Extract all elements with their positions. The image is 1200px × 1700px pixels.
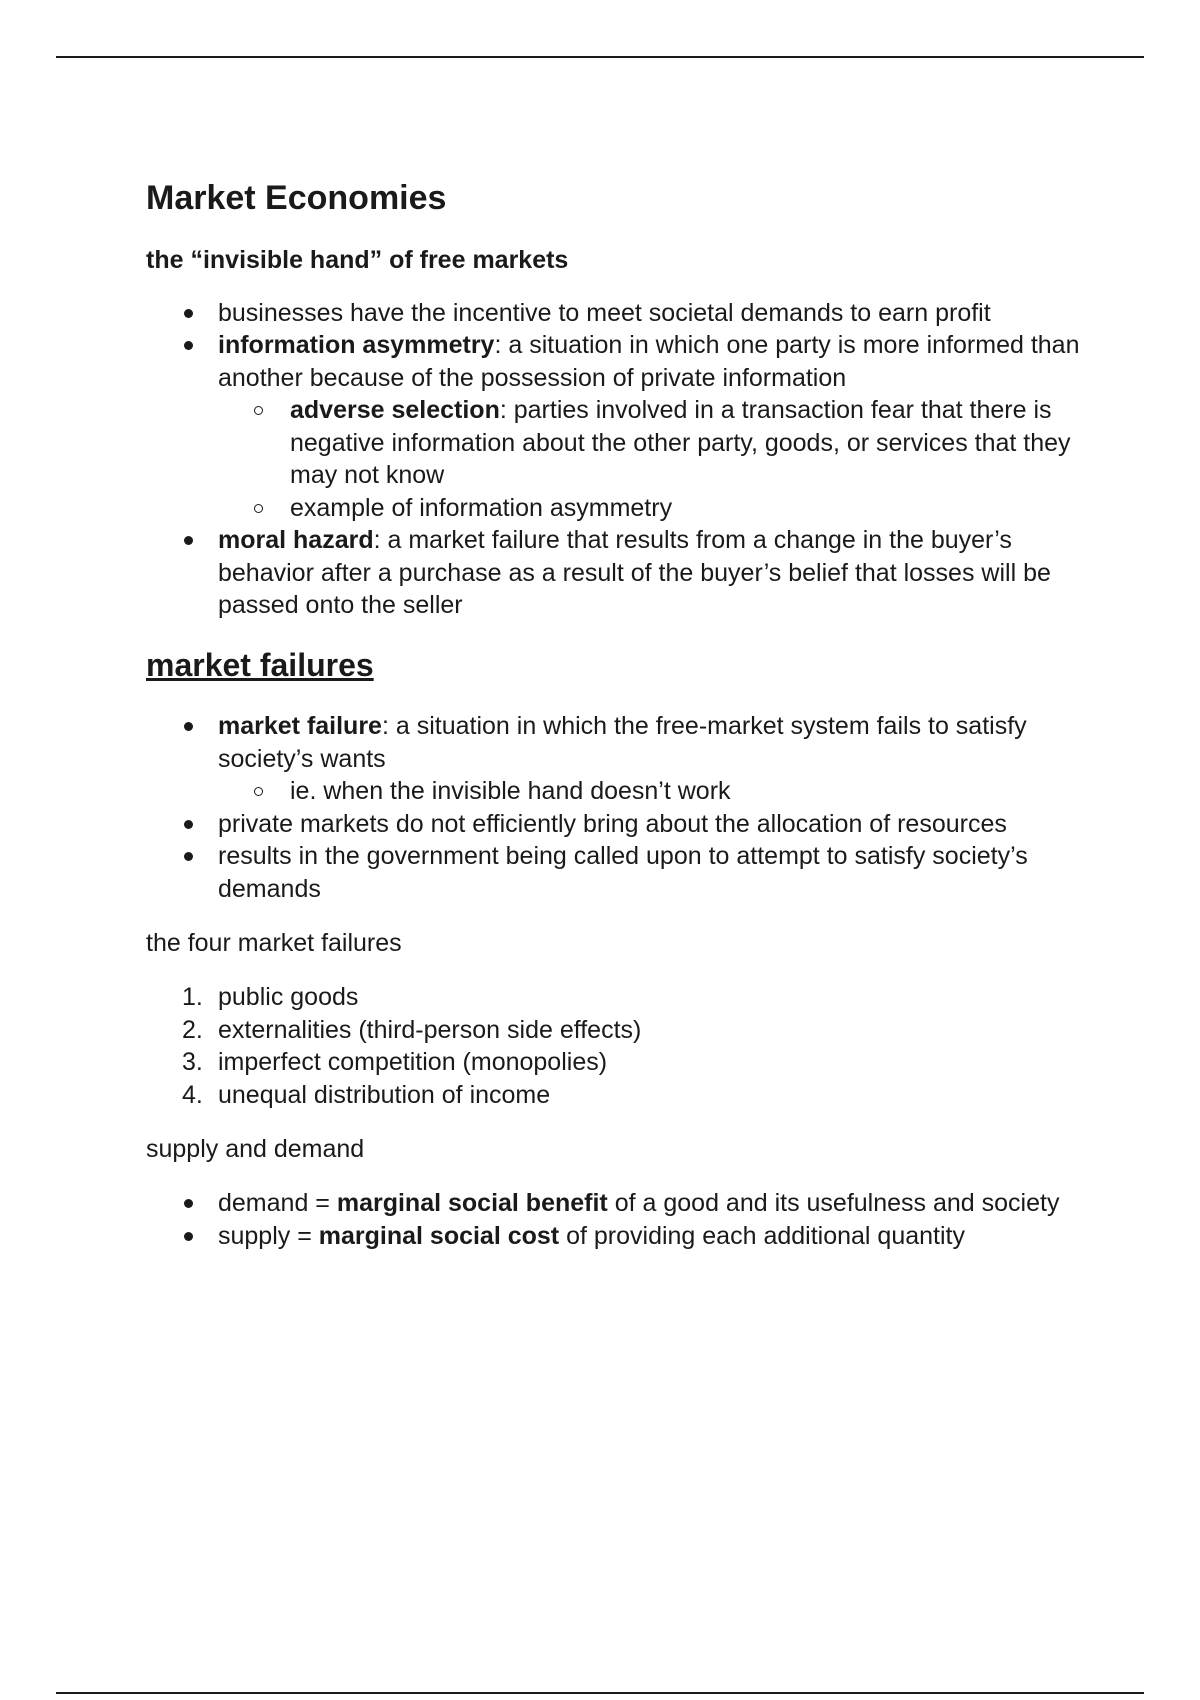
market-failures-list bbox=[146, 710, 1106, 905]
term-information-asymmetry: information asymmetry bbox=[218, 331, 495, 360]
term-marginal-social-cost: marginal social cost bbox=[318, 1221, 560, 1250]
term-marginal-social-benefit: marginal social benefit bbox=[336, 1189, 608, 1218]
market-failures-heading: market failures bbox=[146, 646, 374, 683]
list-item: demand = marginal social benefit of a good and its usefulness and society bbox=[146, 1187, 1106, 1220]
list-item: results in the government being called upon to attempt to satisfy society’s demands bbox=[146, 840, 1106, 905]
supply-demand-list bbox=[146, 1187, 1106, 1252]
list-item: 3. imperfect competition (monopolies) bbox=[182, 1048, 608, 1077]
list-item: private markets do not efficiently bring about the allocation of resources bbox=[146, 808, 1106, 841]
list-item: 2. externalities (third-person side effects) bbox=[182, 1015, 642, 1044]
list-item: 1. public goods bbox=[182, 983, 359, 1012]
invisible-hand-list bbox=[146, 297, 1106, 622]
list-item: example of information asymmetry bbox=[218, 492, 1106, 525]
document-page bbox=[146, 178, 1106, 1274]
list-item: market failure: a situation in which the free-market system fails to satisfy society’s wants ie. when the invisible hand doesn’t work bbox=[146, 710, 1106, 808]
list-item: supply = marginal social cost of providing each additional quantity bbox=[146, 1220, 1106, 1253]
list-item: moral hazard: a market failure that results from a change in the buyer’s behavior after a purchase as a result of the buyer’s belief that losses will be passed onto the seller bbox=[146, 524, 1106, 622]
four-failures-list bbox=[146, 981, 1106, 1111]
page-title: Market Economies bbox=[146, 179, 447, 217]
list-item: businesses have the incentive to meet societal demands to earn profit bbox=[146, 297, 1106, 330]
supply-demand-label: supply and demand bbox=[146, 1135, 365, 1164]
list-item: adverse selection: parties involved in a transaction fear that there is negative information about the other party, goods, or services that they may not know bbox=[218, 394, 1106, 492]
term-moral-hazard: moral hazard bbox=[218, 526, 374, 555]
list-item: ie. when the invisible hand doesn’t work bbox=[218, 775, 1106, 808]
term-adverse-selection: adverse selection bbox=[290, 396, 500, 425]
top-rule bbox=[56, 56, 1144, 58]
sub-list bbox=[218, 775, 1106, 808]
bottom-rule bbox=[56, 1692, 1144, 1694]
invisible-hand-heading: the “invisible hand” of free markets bbox=[146, 245, 569, 274]
four-failures-label: the four market failures bbox=[146, 929, 402, 958]
term-market-failure: market failure bbox=[218, 712, 382, 741]
sub-list bbox=[218, 394, 1106, 524]
list-item: 4. unequal distribution of income bbox=[182, 1080, 551, 1109]
list-item: information asymmetry: a situation in which one party is more informed than another because of the possession of private information adverse selection: parties involved in a transaction fear that there is negative information about the other party, goods, or services that they may not know example of information asymmetry bbox=[146, 329, 1106, 524]
